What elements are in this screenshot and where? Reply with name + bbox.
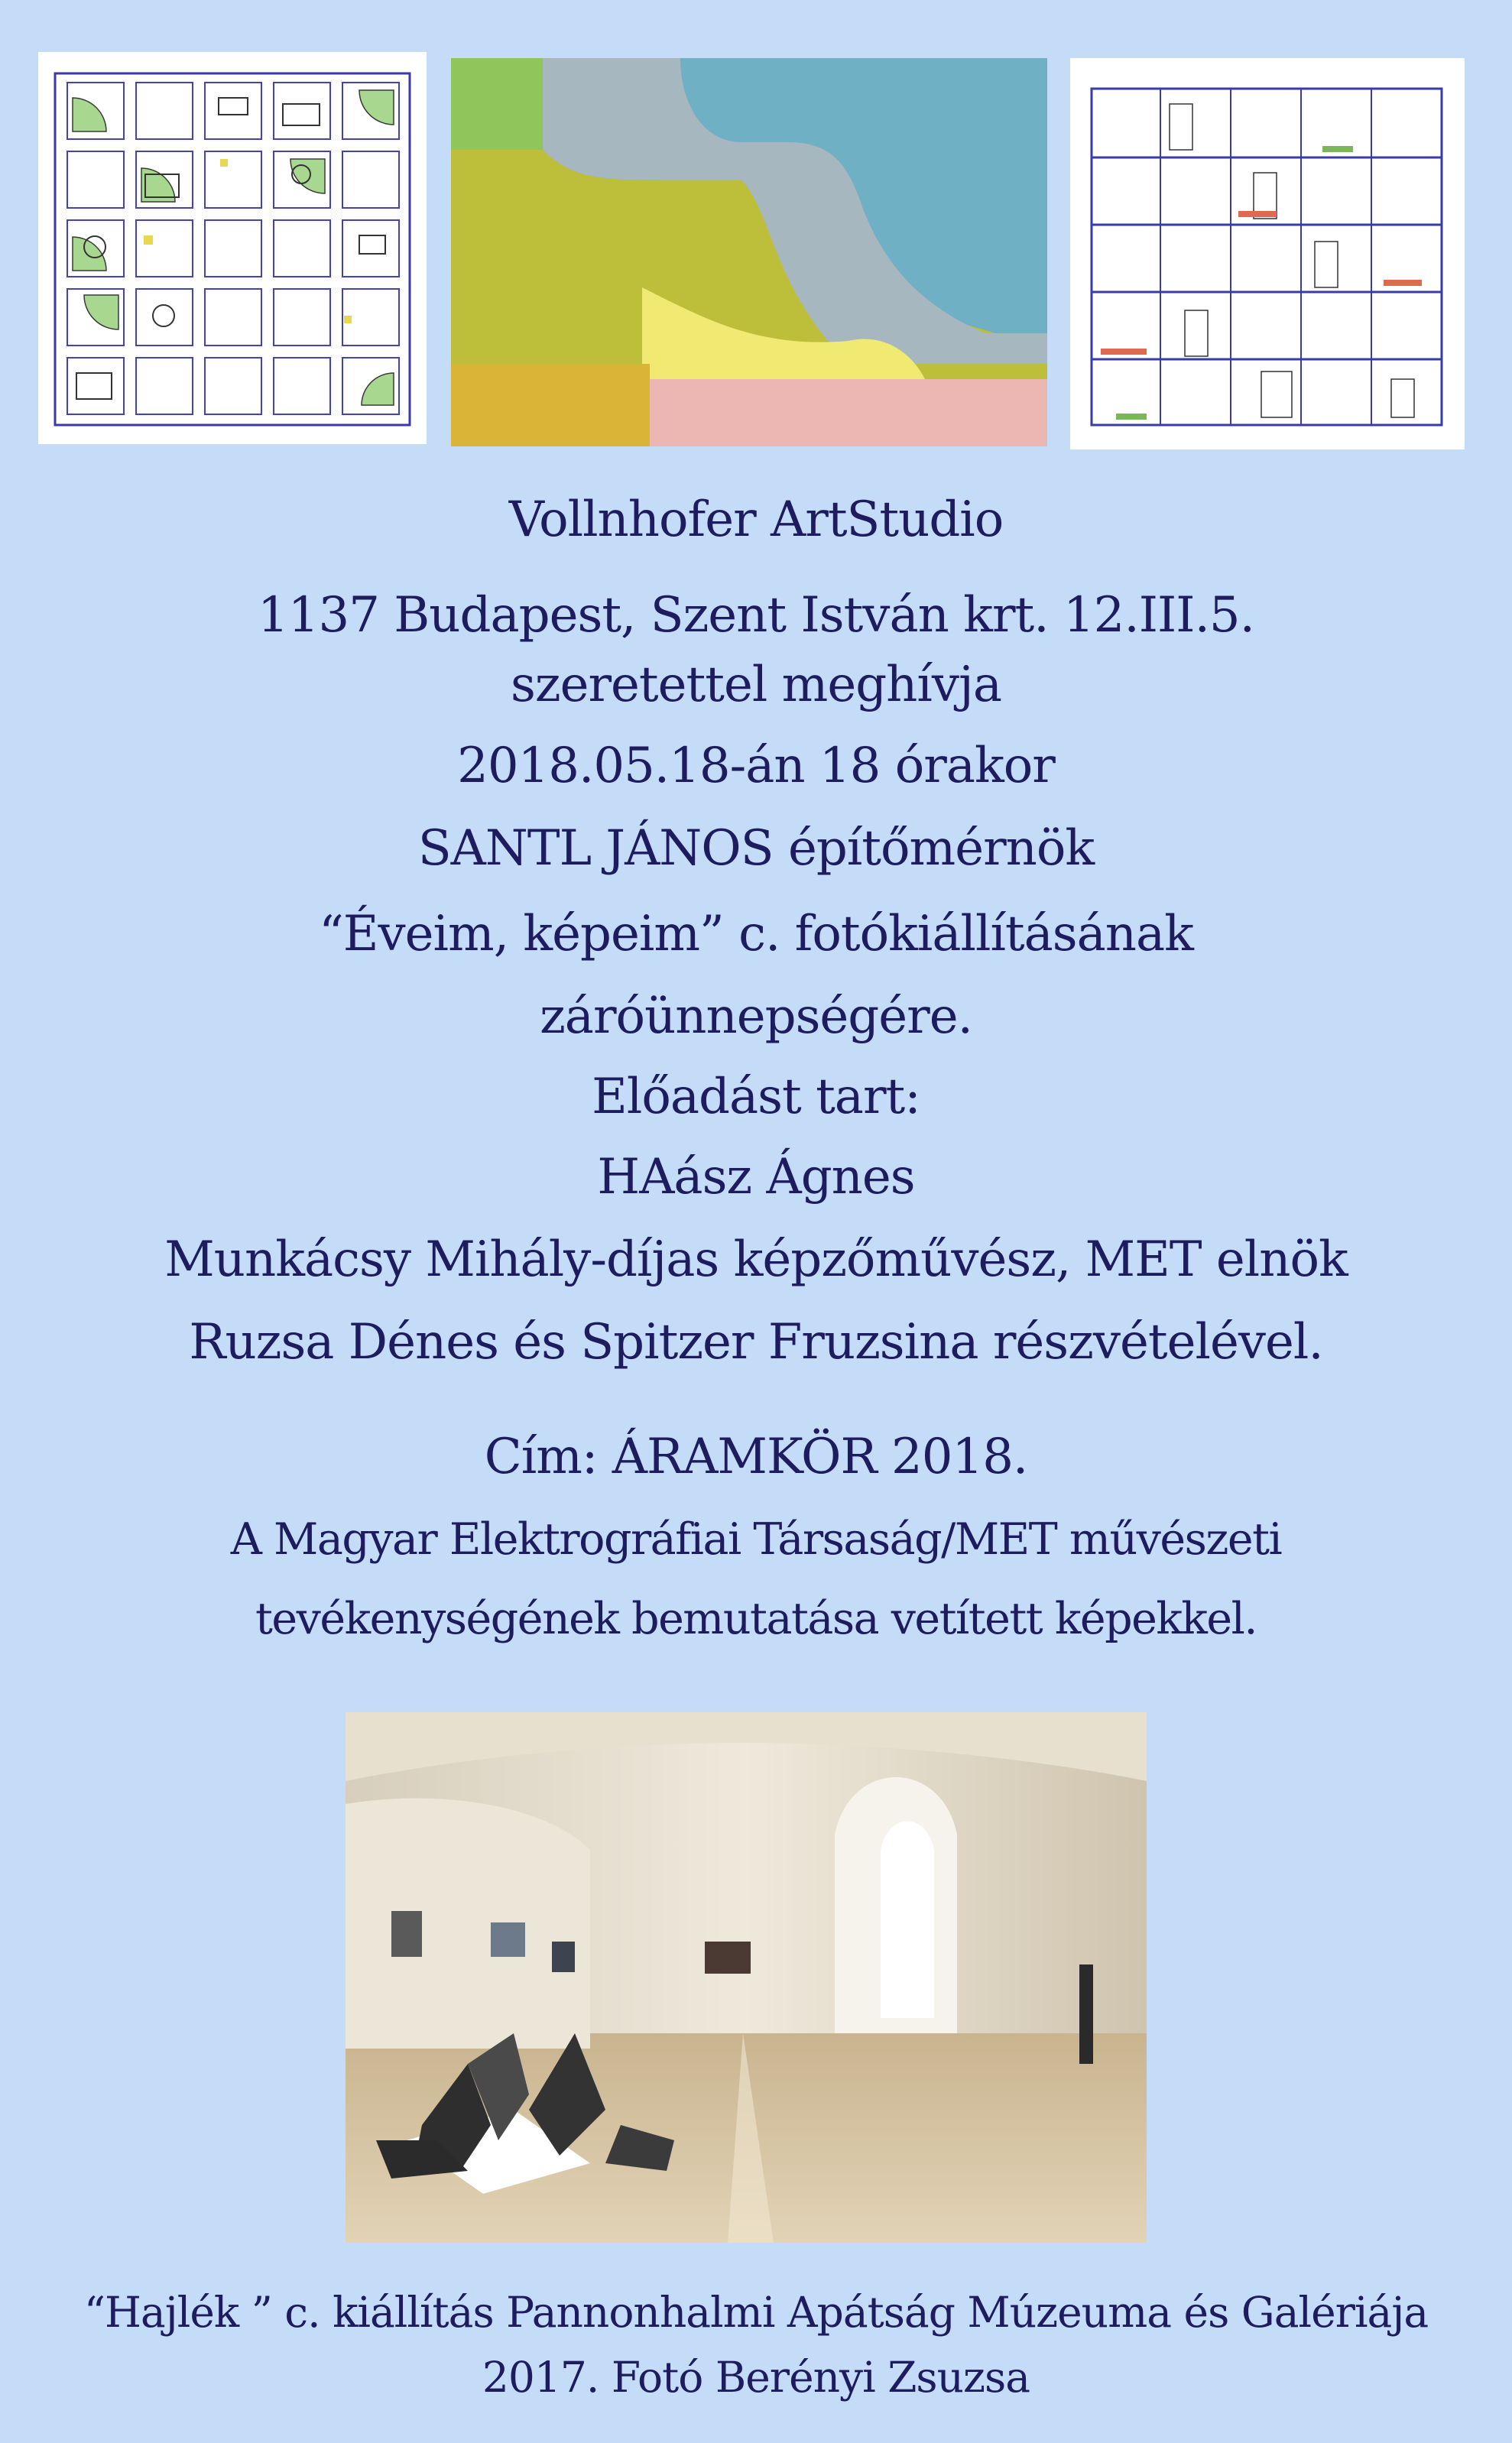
participants-line: Ruzsa Dénes és Spitzer Fruzsina részvételével. [189, 1314, 1323, 1371]
abstract-color-drawing [451, 58, 1047, 446]
lecturer-name: HAász Ágnes [597, 1149, 915, 1205]
exhibition-title: “Éveim, képeim” c. fotókiállításának [319, 906, 1193, 962]
lecturer-title: Munkácsy Mihály-díjas képzőművész, MET elnök [164, 1231, 1348, 1288]
photo-caption-line-2: 2017. Fotó Berényi Zsuzsa [482, 2353, 1030, 2402]
photo-caption-line-1: “Hajlék ” c. kiállítás Pannonhalmi Apátság Múzeuma és Galériája [83, 2288, 1429, 2337]
gallery-interior-drawing [346, 1712, 1147, 2243]
guest-name: SANTL JÁNOS építőmérnök [417, 820, 1095, 877]
occasion-line: záróünnepségére. [540, 988, 972, 1045]
building-section-drawing [1070, 58, 1465, 449]
lecture-title: Cím: ÁRAMKÖR 2018. [484, 1429, 1028, 1485]
artwork-abstract-color-fields [451, 58, 1047, 446]
studio-address: 1137 Budapest, Szent István krt. 12.III.5. [258, 587, 1254, 644]
artwork-floorplan-grid [38, 52, 427, 444]
lecture-subject-line-1: A Magyar Elektrográfiai Társaság/MET művészeti [230, 1514, 1282, 1565]
gallery-exhibition-photo [346, 1712, 1147, 2243]
artwork-building-section [1070, 58, 1465, 449]
lecture-subject-line-2: tevékenységének bemutatása vetített képekkel. [255, 1594, 1257, 1644]
lecture-label: Előadást tart: [592, 1069, 920, 1125]
event-date-time: 2018.05.18-án 18 órakor [457, 738, 1055, 794]
invitation-line: szeretettel meghívja [511, 657, 1001, 713]
studio-name: Vollnhofer ArtStudio [508, 492, 1004, 548]
floorplan-grid-drawing [38, 52, 427, 444]
